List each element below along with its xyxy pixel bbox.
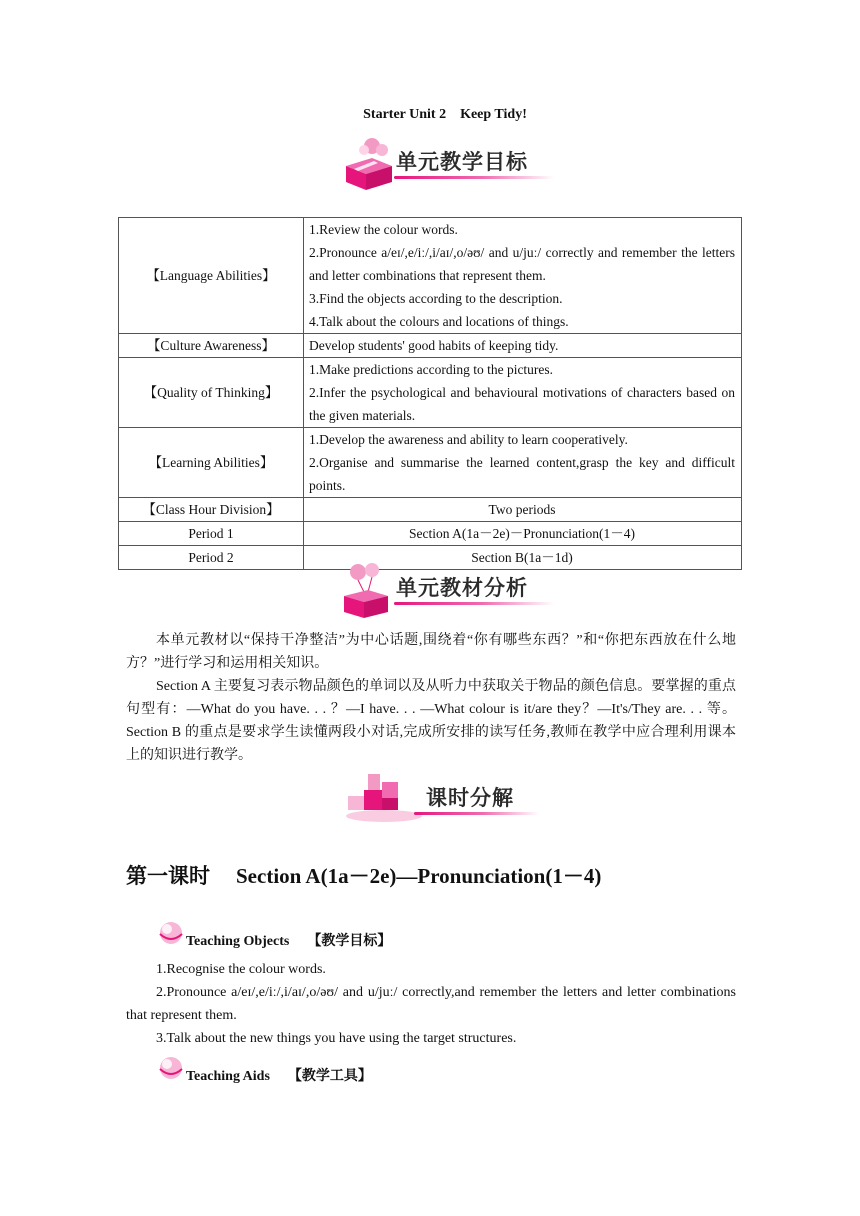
lesson-breakdown-banner bbox=[344, 770, 554, 822]
list-item: 2.Pronounce a/eɪ/,e/iː/,i/aɪ/,o/əʊ/ and u/juː/ correctly and remember the letters and letter combinations that represent them. bbox=[309, 245, 735, 283]
learning-abilities-label: 【Learning Abilities】 bbox=[119, 428, 304, 498]
quality-of-thinking-label: 【Quality of Thinking】 bbox=[119, 358, 304, 428]
list-item: 1.Develop the awareness and ability to learn cooperatively. bbox=[309, 432, 628, 447]
analysis-paragraph-2: Section A 主要复习表示物品颜色的单词以及从听力中获取关于物品的颜色信息。要掌握的重点句型有：—What do you have. . . ？—I have. . . —What colour is it/are they？—It's/They are. . . 等。Section B 的重点是要求学生读懂两段小对话,完成所安排的读写任务,教师在教学中应合理利用课本上的知识进行教学。 bbox=[126, 679, 736, 763]
list-item: 1.Make predictions according to the pictures. bbox=[309, 362, 554, 377]
lesson-breakdown-title: 课时分解 bbox=[426, 786, 514, 810]
material-analysis-banner bbox=[338, 562, 558, 614]
period-1-value: Section A(1a－2e)－Pronunciation(1－4) bbox=[304, 522, 742, 546]
banner-underline bbox=[414, 812, 539, 815]
table-row-thinking bbox=[119, 358, 742, 428]
teaching-objects-title: Teaching Objects bbox=[186, 934, 290, 949]
language-abilities-label: 【Language Abilities】 bbox=[119, 218, 304, 334]
unit-goals-banner bbox=[338, 136, 558, 188]
blocks-icon bbox=[344, 770, 422, 826]
list-item: 4.Talk about the colours and locations of things. bbox=[309, 314, 569, 329]
pink-ball-icon bbox=[158, 1055, 184, 1081]
unit-number: Starter Unit 2 bbox=[363, 107, 447, 122]
objectives-table bbox=[118, 217, 742, 570]
list-item: Develop students' good habits of keeping tidy. bbox=[309, 338, 559, 353]
banner-underline bbox=[394, 602, 554, 605]
document-title bbox=[0, 107, 860, 123]
table-row-class-hour bbox=[119, 498, 742, 522]
culture-awareness-content bbox=[304, 334, 742, 358]
table-row-period-1 bbox=[119, 522, 742, 546]
gift-box-icon bbox=[338, 136, 400, 190]
lesson-number: 第一课时 bbox=[126, 864, 210, 888]
list-item: 2.Organise and summarise the learned content,grasp the key and difficult points. bbox=[309, 455, 735, 493]
list-item: 3.Find the objects according to the description. bbox=[309, 291, 563, 306]
table-row-language bbox=[119, 218, 742, 334]
list-item: 1.Review the colour words. bbox=[309, 222, 458, 237]
class-hour-value: Two periods bbox=[304, 498, 742, 522]
lesson-heading bbox=[126, 860, 601, 890]
teaching-objects-title-cn: 【教学目标】 bbox=[307, 934, 392, 949]
lesson-section: Section A(1a－2e)—Pronunciation(1－4) bbox=[236, 864, 602, 888]
list-item: 3.Talk about the new things you have using the target structures. bbox=[156, 1031, 517, 1046]
pink-ball-icon bbox=[158, 920, 184, 946]
class-hour-label: 【Class Hour Division】 bbox=[119, 498, 304, 522]
quality-of-thinking-content bbox=[304, 358, 742, 428]
material-analysis-title: 单元教材分析 bbox=[396, 576, 528, 600]
teaching-aids-title-cn: 【教学工具】 bbox=[287, 1069, 372, 1084]
unit-goals-title: 单元教学目标 bbox=[396, 150, 528, 174]
teaching-aids-title: Teaching Aids bbox=[186, 1069, 270, 1084]
teaching-aids-heading bbox=[158, 1055, 458, 1085]
period-1-label: Period 1 bbox=[119, 522, 304, 546]
banner-underline bbox=[394, 176, 554, 179]
period-2-value: Section B(1a－1d) bbox=[304, 546, 742, 570]
language-abilities-content bbox=[304, 218, 742, 334]
list-item: 2.Pronounce a/eɪ/,e/iː/,i/aɪ/,o/əʊ/ and u/juː/ correctly,and remember the letters and letter combinations that represent them. bbox=[126, 985, 736, 1023]
list-item: 1.Recognise the colour words. bbox=[156, 962, 326, 977]
teaching-objects-heading bbox=[158, 920, 458, 950]
table-row-culture bbox=[119, 334, 742, 358]
balloon-box-icon bbox=[338, 562, 400, 618]
culture-awareness-label: 【Culture Awareness】 bbox=[119, 334, 304, 358]
table-row-learning bbox=[119, 428, 742, 498]
period-2-label: Period 2 bbox=[119, 546, 304, 570]
analysis-paragraph-1: 本单元教材以“保持干净整洁”为中心话题,围绕着“你有哪些东西？”和“你把东西放在什么地方？”进行学习和运用相关知识。 bbox=[126, 633, 736, 671]
unit-name: Keep Tidy! bbox=[460, 107, 527, 122]
learning-abilities-content bbox=[304, 428, 742, 498]
list-item: 2.Infer the psychological and behavioural motivations of characters based on the given materials. bbox=[309, 385, 735, 423]
